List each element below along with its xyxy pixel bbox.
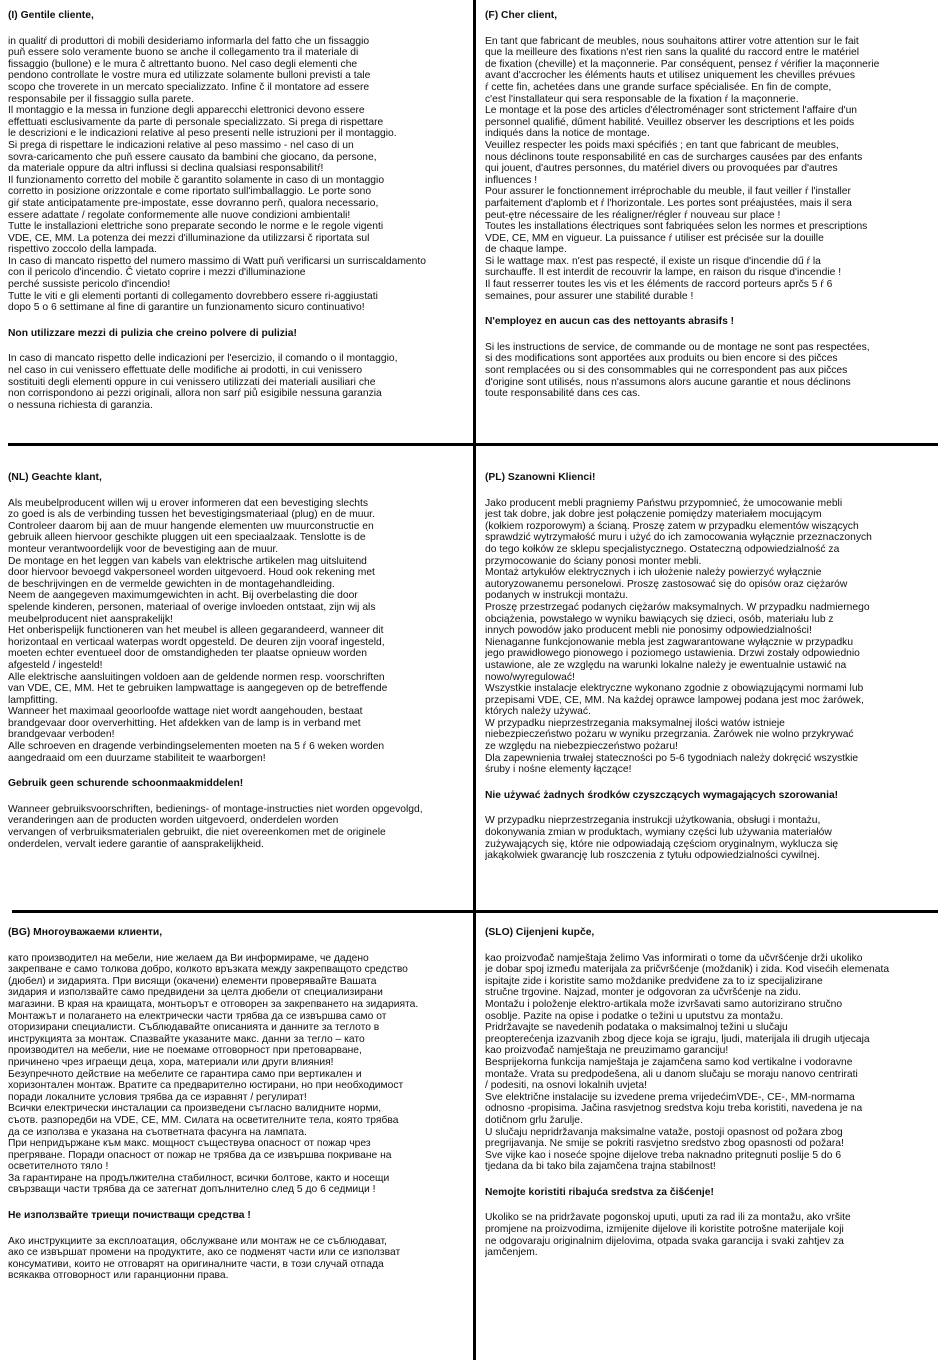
section-warning: Gebruik geen schurende schoonmaakmiddelen!	[8, 778, 244, 790]
section-dutch	[8, 472, 470, 906]
section-footer: Si les instructions de service, de commande ou de montage ne sont pas respectées, si des modifications sont apportées aux produits ou bien encore si des pičces sont remplacées ou si des consommables qui ne correspondent pas aux pičces d'origine sont utilisés, nous n'assumons alors aucune garantie et nous déclinons toute responsabilité dans ces cas.	[485, 341, 870, 400]
section-heading: (BG) Многоуважаеми клиенти,	[8, 927, 163, 938]
section-warning: Не използвайте триещи почистващи средства !	[8, 1210, 251, 1222]
section-heading: (SLO) Cijenjeni kupče,	[485, 927, 595, 938]
section-footer: Wanneer gebruiksvoorschriften, bedienings- of montage-instructies niet worden opgevolgd, veranderingen aan de producten worden uitgevoerd, onderdelen worden vervangen of verbruiksmaterialen gebruikt, die niet overeenkomen met de originele onderdelen, vervalt iedere garantie of aansprakelijkheid.	[8, 803, 423, 850]
section-polish	[485, 472, 940, 906]
section-heading: (NL) Geachte klant,	[8, 472, 102, 483]
section-warning: Nemojte koristiti ribajuća sredstva za čišćenje!	[485, 1186, 714, 1198]
section-heading: (F) Cher client,	[485, 10, 558, 21]
section-body: Als meubelproducent willen wij u erover informeren dat een bevestiging slechts zo goed is als de verbinding tussen het bevestigingsmateriaal (plug) en de muur. Controleer daarom bij aan de muur hangende elementen uw muurconstructie en gebruik alleen hiervoor geschikte pluggen uit een speciaalzaak. Tenslotte is de monteur verantwoordelijk voor de bevestiging aan de muur. De montage en het leggen van kabels van elektrische artikelen mag uitsluitend door hiervoor bevoegd vakpersoneel worden uitgevoerd. Houd ook rekening met de beschrijvingen en de vermelde gewichten in de montagehandleiding. Neem de aangegeven maximumgewichten in acht. Bij overbelasting die door spelende kinderen, personen, materiaal of overige invloeden ontstaat, zijn wij als meubelproducent niet aansprakelijk! Het onberispelijk functioneren van het meubel is alleen gegarandeerd, wanneer dit horizontaal en verticaal waterpas wordt opgesteld. De deuren zijn vooraf ingesteld, moeten echter eventueel door de omstandigheden ter plaatse opnieuw worden afgesteld / ingesteld! Alle elektrische aansluitingen voldoen aan de geldende normen resp. voorschriften van VDE, CE, MM. Het te gebruiken lampwattage is aangegeven op de betreffende lampfitting. Wanneer het maximaal geoorloofde wattage niet wordt aangehouden, bestaat brandgevaar door oververhitting. Het afdekken van de lamp is in verband met brandgevaar verboden! Alle schroeven en dragende verbindingselementen moeten na 5 ŕ 6 weken worden aangedraaid om een duurzame stabiliteit te waarborgen!	[8, 497, 388, 764]
section-heading: (PL) Szanowni Klienci!	[485, 472, 596, 483]
section-croatian	[485, 927, 940, 1352]
section-warning: Non utilizzare mezzi di pulizia che creino polvere di pulizia!	[8, 327, 297, 339]
horizontal-divider-top	[8, 443, 938, 446]
horizontal-divider-bottom	[12, 910, 938, 913]
section-body: in qualitŕ di produttori di mobili desideriamo informarla del fatto che un fissaggio puň essere solo veramente buono se anche il collegamento tra il materiale di fissaggio (bullone) e le mura č altrettanto buono. Nel caso degli elementi che pendono controllate le vostre mura ed utilizzate solamente bulloni previsti a tale scopo che troverete in un mercato specializzato. Infine č il montatore ad essere responsabile per il fissaggio sulla parete. Il montaggio e la messa in funzione degli apparecchi elettronici devono essere effettuati esclusivamente da parte di personale specializzato. Si prega di rispettare le descrizioni e le indicazioni relative al peso presenti nelle istruzioni per il montaggio. Si prega di rispettare le indicazioni relative al peso massimo - nel caso di un sovra-caricamento che puň essere causato da bambini che giocano, da persone, da materiale oppure da altri influssi si declina qualsiasi responsabilitŕ! Il funzionamento corretto del mobile č garantito solamente in caso di un montaggio corretto in posizione orizzontale e come riportato sull'imballaggio. Le porte sono giŕ state anticipatamente pre-impostate, esse dovranno perň, qualora necessario, essere adattate / regolate conformemente alle nuove condizioni ambientali! Tutte le installazioni elettriche sono preparate secondo le norme e le regole vigenti VDE, CE, MM. La potenza dei mezzi d'illuminazione da utilizzarsi č riportata sul rispettivo zoccolo della lampada. In caso di mancato rispetto del numero massimo di Watt puň verificarsi un surriscaldamento con il pericolo d'incendio. Č vietato coprire i mezzi d'illuminazione perché sussiste pericolo d'incendio! Tutte le viti e gli elementi portanti di collegamento dovrebbero essere ri-aggiustati dopo 5 o 6 settimane al fine di garantire un funzionamento sicuro continuativo!	[8, 35, 426, 314]
section-warning: Nie używać żadnych środków czyszczących wymagających szorowania!	[485, 789, 839, 801]
section-body: kao proizvođač namještaja želimo Vas informirati o tome da učvršćenje drži ukoliko je dobar spoj između materijala za pričvršćenje (moždanik) i zida. Kod visećih elemenata ispitajte zide i koristite samo moždanike predviđene za to iz specijalizirane stručne trgovine. Najzad, monter je odgovoran za učvršćenje na zidu. Montažu i položenje elektro-artikala može izvršavati samo autorizirano stručno osoblje. Pazite na opise i podatke o težini u uputstvu za montažu. Pridržavajte se navedenih podataka o maksimalnoj težini u slučaju preopterećenja izazvanih zbog djece koja se igraju, ljudi, materijala ili drugih utjecaja kao proizvođač namještaja ne preuzimamo garanciju! Besprijekorna funkcija namještaja je zajamčena samo kod vertikalne i vodoravne montaže. Vrata su predpodešena, ali u danom slučaju se moraju nanovo centrirati / podesiti, na osnovi lokalnih uvjeta! Sve električne instalacije su izvedene prema vrijedećimVDE-, CE-, MM-normama odnosno -propisima. Jačina rasvjetnog sredstva koju treba koristiti, navedena je na dotičnom grlu žarulje. U slučaju nepridržavanja maksimalne vataže, postoji opasnost od požara zbog pregrijavanja. Ne smije se pokriti rasvjetno sredstvo zbog opasnosti od požara! Sve vijke kao i noseće spojne dijelove treba naknadno pritegnuti poslije 5 do 6 tjedana da bi tako bila zajamčena trajna stabilnost!	[485, 952, 890, 1173]
section-italian	[8, 10, 470, 440]
section-bulgarian	[8, 927, 470, 1352]
section-french	[485, 10, 940, 440]
section-body: Jako producent mebli pragniemy Państwu przypomnieć, że umocowanie mebli jest tak dobre, jak dobre jest połączenie pomiędzy materiałem mocującym (kołkiem rozporowym) a ścianą. Proszę zatem w przypadku elementów wiszących sprawdzić wytrzymałość muru i użyć do ich zamocowania wyłącznie przeznaczonych do tego kołków ze sklepu specjalistycznego. Ostateczną odpowiedzialność za przymocowanie do ściany ponosi monter mebli. Montaż artykułów elektrycznych i ich ułożenie należy powierzyć wyłącznie autoryzowanemu personelowi. Proszę zastosować się do opisów oraz ciężarów podanych w instrukcji montażu. Proszę przestrzegać podanych ciężarów maksymalnych. W przypadku nadmiernego obciążenia, powstałego w wyniku bawiących się dzieci, osób, materiału lub z innych powodów jako producent mebli nie ponosimy odpowiedzialności! Nienaganne funkcjonowanie mebla jest zagwarantowane wyłącznie w przypadku jego prawidłowego pionowego i poziomego ustawienia. Drzwi zostały odpowiednio ustawione, ale ze względu na warunki lokalne należy je ewentualnie ustawić na nowo/wyregulować! Wszystkie instalacje elektryczne wykonano zgodnie z obowiązującymi normami lub przepisami VDE, CE, MM. Na każdej oprawce lampowej podana jest moc żarówek, których należy używać. W przypadku nieprzestrzegania maksymalnej ilości watów istnieje niebezpieczeństwo pożaru w wyniku przegrzania. Żarówek nie wolno przykrywać ze względu na niebezpieczeństwo pożaru! Dla zapewnienia trwałej stateczności po 5-6 tygodniach należy dokręcić wszystkie śruby i nośne elementy łączące!	[485, 497, 872, 776]
section-warning: N'employez en aucun cas des nettoyants abrasifs !	[485, 316, 735, 328]
section-body: En tant que fabricant de meubles, nous souhaitons attirer votre attention sur le fait que la meilleure des fixations n'est rien sans la qualité du raccord entre le matériel de fixation (cheville) et la maçonnerie. Par conséquent, pensez ŕ vérifier la maçonnerie avant d'accrocher les éléments hauts et utilisez uniquement les chevilles prévues ŕ cette fin, achetées dans une grande surface spécialisée. En fin de compte, c'est l'installateur qui sera responsable de la fixation ŕ la maçonnerie. Le montage et la pose des articles d'électroménager sont strictement l'affaire d'un personnel qualifié, dűment habilité. Veuillez observer les descriptions et les poids indiqués dans la notice de montage. Veuillez respecter les poids maxi spécifiés ; en tant que fabricant de meubles, nous déclinons toute responsabilité en cas de surcharges causées par des enfants qui jouent, d'autres personnes, du matériel divers ou provoquées par d'autres influences ! Pour assurer le fonctionnement irréprochable du meuble, il faut veiller ŕ l'installer parfaitement d'aplomb et ŕ l'horizontale. Les portes sont préajustées, mais il sera peut-ętre nécessaire de les réaligner/régler ŕ nouveau sur place ! Toutes les installations électriques sont fabriquées selon les normes et prescriptions VDE, CE, MM en vigueur. La puissance ŕ utiliser est précisée sur la douille de chaque lampe. Si le wattage max. n'est pas respecté, il existe un risque d'incendie dű ŕ la surchauffe. Il est interdit de recouvrir la lampe, en raison du risque d'incendie ! Il faut resserrer toutes les vis et les éléments de raccord porteurs aprčs 5 ŕ 6 semaines, pour assurer une stabilité durable !	[485, 35, 880, 302]
section-footer: Ако инструкциите за експлоатация, обслужване или монтаж не се съблюдават, ако се извършат промени на продуктите, ако се подменят части или се използват консумативи, които не отговарят на оригиналните части, в този случай отпада всякаква отговорност или гаранционни права.	[8, 1235, 401, 1282]
section-footer: In caso di mancato rispetto delle indicazioni per l'esercizio, il comando o il montaggio, nel caso in cui venissero effettuate delle modifiche ai prodotti, in cui venissero sostituiti degli elementi oppure in cui venissero utilizzati dei materiali ausiliari che non corrispondono ai pezzi originali, allora non sarŕ piů esigibile nessuna garanzia o nessuna richiesta di garanzia.	[8, 353, 398, 411]
section-body: като производител на мебели, ние желаем да Ви информираме, че дадено закрепване е само толкова добро, колкото връзката между закрепващото средство (дюбел) и зидарията. При висящи (окачени) елементи проверявайте Вашата зидария и използвайте само предвидени за целта дюбели от специализирани магазини. В края на краищата, монтьорът е отговорен за закрепването на зидарията. Монтажът и полагането на електрически части трябва да се извършва само от оторизирани специалисти. Съблюдавайте описанията и данните за теглото в инструкцията за монтаж. Спазвайте указаните макс. данни за тегло – като производител на мебели, ние не поемаме отговорност при претоварване, причинено чрез играещи деца, хора, материали или други влияния! Безупречното действие на мебелите се гарантира само при вертикален и хоризонтален монтаж. Вратите са предварително юстирани, но при необходимост поради локалните условия трябва да се изравнят / регулират! Всички електрически инсталации са произведени съгласно валидните норми, съотв. разпоредби на VDE, CE, MM. Силата на осветителните тела, която трябва да се използва е указана на съответната фасунга на лампата. При непридържане към макс. мощност съществува опасност от пожар чрез прегряване. Поради опасност от пожар не трябва да се извършва покриване на осветителното тяло ! За гарантиране на продължителна стабилност, всички болтове, както и носещи свързващи части трябва да се затегнат допълнително след 5 до 6 седмици !	[8, 952, 419, 1196]
section-footer: W przypadku nieprzestrzegania instrukcji użytkowania, obsługi i montażu, dokonywania zmian w produktach, wymiany części lub używania materiałów zużywających się, które nie odpowiadają częściom oryginalnym, wyklucza się jakąkolwiek gwarancję lub roszczenia z tytułu odpowiedzialności cywilnej.	[485, 815, 839, 862]
section-heading: (I) Gentile cliente,	[8, 10, 94, 21]
vertical-divider	[473, 0, 476, 1360]
section-footer: Ukoliko se na pridržavate pogonskoj uputi, uputi za rad ili za montažu, ako vršite promjene na proizvodima, izmijenite dijelove ili koristite potrošne materijale koji ne odgovaraju originalnim dijelovima, otpada svaka garancija i svaki zahtjev za jamčenjem.	[485, 1212, 851, 1259]
